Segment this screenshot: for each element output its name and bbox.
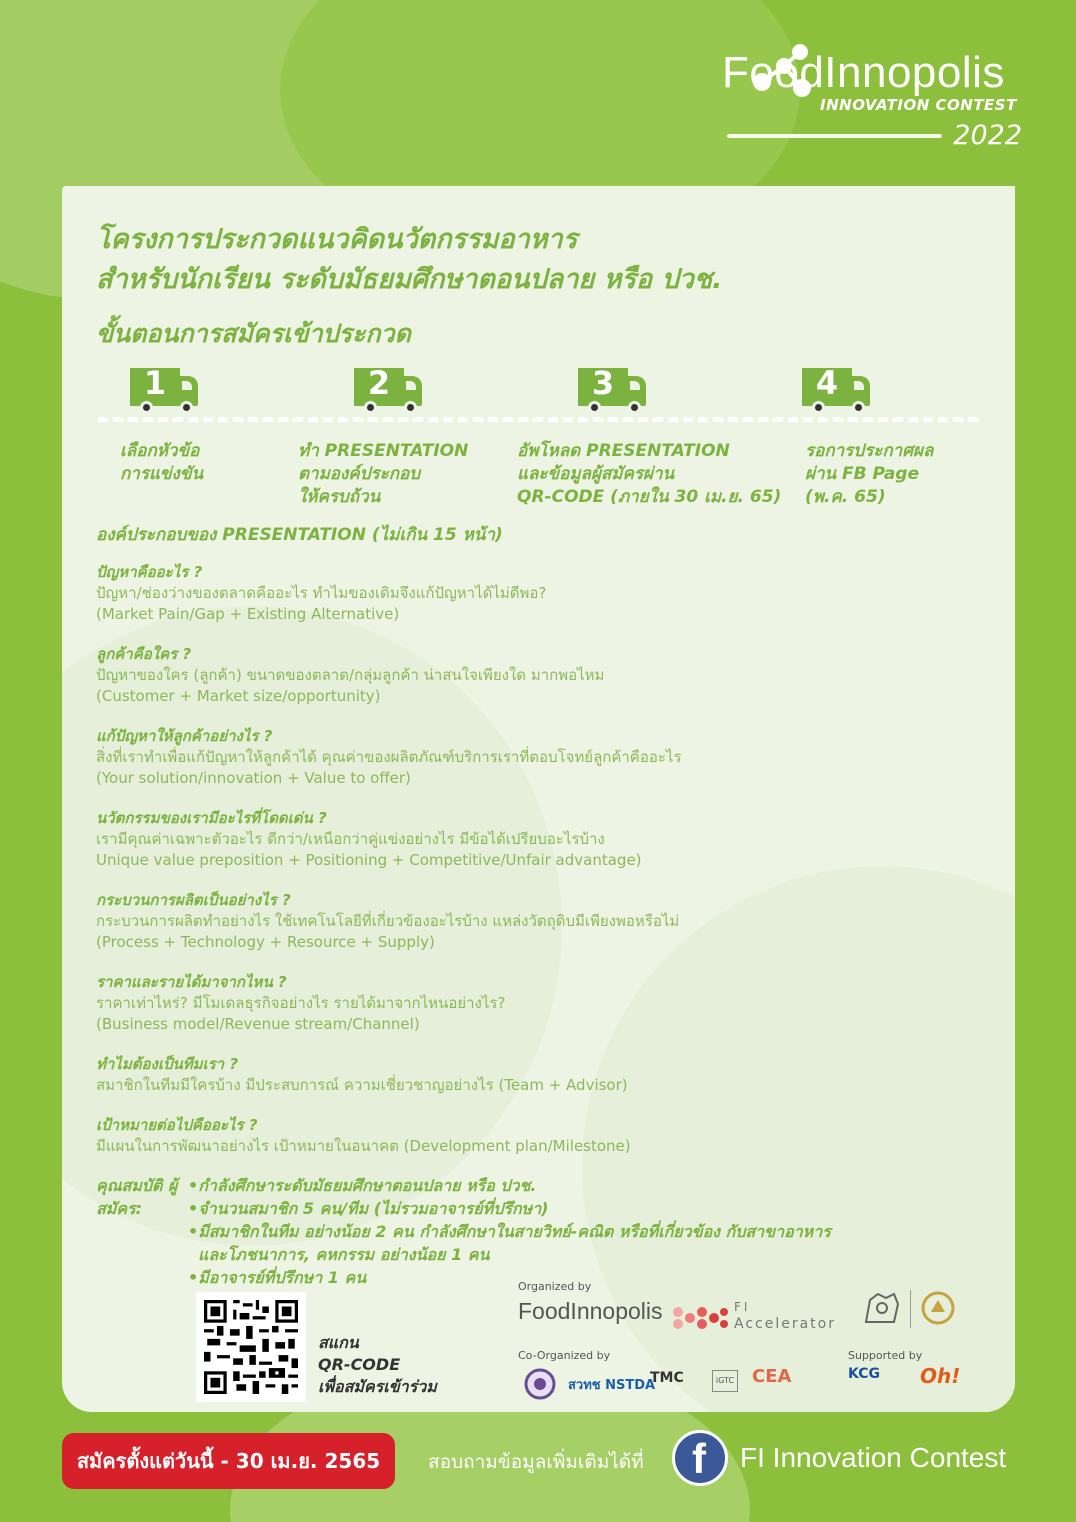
qualifications-label: คุณสมบัติ ผู้สมัคร: — [96, 1176, 178, 1218]
igtc-logo: iGTC — [712, 1370, 738, 1392]
qualification-item: •มีอาจารย์ที่ปรึกษา 1 คน — [188, 1268, 367, 1287]
step-1-label: เลือกหัวข้อ การแข่งขัน — [120, 441, 204, 484]
component-item — [96, 972, 956, 1035]
fi-accelerator-logo — [672, 1300, 842, 1336]
qualification-item: •กำลังศึกษาระดับมัธยมศึกษาตอนปลาย หรือ ปวช. — [188, 1176, 537, 1195]
step-2-truck-icon — [354, 364, 426, 418]
step-1-truck-icon — [130, 364, 202, 418]
step-number: 3 — [591, 364, 615, 402]
ministry-seal-logo — [524, 1368, 556, 1400]
step-number: 4 — [815, 364, 839, 402]
component-answer: ปัญหาของใคร (ลูกค้า) ขนาดของตลาด/กลุ่มลูกค้า น่าสนใจเพียงใด มากพอไหม — [96, 666, 605, 684]
step-3-label: อัพโหลด PRESENTATION และข้อมูลผู้สมัครผ่าน QR-CODE (ภายใน 30 เม.ย. 65) — [517, 441, 782, 507]
oh-logo: Oh! — [920, 1364, 961, 1388]
component-item — [96, 890, 956, 953]
component-item — [96, 1054, 956, 1096]
step-2-label: ทำ PRESENTATION ตามองค์ประกอบ ให้ครบถ้วน — [298, 441, 469, 507]
nstda-logo: สวทช NSTDA — [568, 1378, 656, 1393]
logo-subtitle: INNOVATION CONTEST — [820, 96, 1017, 114]
step-number: 1 — [143, 364, 167, 402]
step-4-truck-icon — [802, 364, 874, 418]
qr-caption: สแกน QR-CODE เพื่อสมัครเข้าร่วม — [318, 1333, 437, 1396]
component-question: ราคาและรายได้มาจากไหน ? — [96, 973, 287, 991]
title-line-2: สำหรับนักเรียน ระดับมัธยมศึกษาตอนปลาย หรือ ปวช. — [96, 264, 723, 295]
logo-brand: FoodInnopolis — [722, 48, 1005, 97]
component-answer: มีแผนในการพัฒนาอย่างไร เป้าหมายในอนาคต (Development plan/Milestone) — [96, 1137, 631, 1155]
component-question: เป้าหมายต่อไปคืออะไร ? — [96, 1116, 258, 1134]
component-answer: เรามีคุณค่าเฉพาะตัวอะไร ดีกว่า/เหนือกว่าคู่แข่งอย่างไร มีข้อได้เปรียบอะไรบ้าง — [96, 830, 605, 848]
component-item — [96, 1115, 956, 1157]
component-answer-en: Unique value preposition + Positioning + Competitive/Unfair advantage) — [96, 851, 642, 869]
qualification-item: •มีสมาชิกในทีม อย่างน้อย 2 คน กำลังศึกษาในสายวิทย์-คณิต หรือที่เกี่ยวข้อง กับสาขาอาหารและโภชนาการ, คหกรรม อย่างน้อย 1 คน — [188, 1222, 831, 1264]
component-item — [96, 726, 956, 789]
component-answer: สิ่งที่เราทำเพื่อแก้ปัญหาให้ลูกค้าได้ คุณค่าของผลิตภัณฑ์บริการเราที่ตอบโจทย์ลูกค้าคืออะไร — [96, 748, 682, 766]
step-number: 2 — [367, 364, 391, 402]
component-question: ปัญหาคืออะไร ? — [96, 563, 203, 581]
more-info-text: สอบถามข้อมูลเพิ่มเติมได้ที่ — [428, 1451, 644, 1473]
title-line-1: โครงการประกวดแนวคิดนวัตกรรมอาหาร — [96, 224, 578, 255]
step-4-label: รอการประกาศผล ผ่าน FB Page (พ.ค. 65) — [805, 441, 934, 507]
facebook-icon[interactable] — [672, 1430, 728, 1486]
component-item — [96, 808, 956, 871]
facebook-page-name[interactable]: FI Innovation Contest — [740, 1442, 1007, 1473]
co-organized-by-label: Co-Organized by — [518, 1349, 611, 1362]
component-item — [96, 644, 956, 707]
component-question: ทำไมต้องเป็นทีมเรา ? — [96, 1055, 239, 1073]
logo-swoosh — [727, 134, 942, 138]
singha-logo — [860, 1290, 904, 1326]
component-item — [96, 562, 956, 625]
register-date-badge: สมัครตั้งแต่วันนี้ - 30 เม.ย. 2565 — [62, 1433, 395, 1489]
accelerator-dots-icon — [672, 1304, 728, 1332]
step-3-truck-icon — [578, 364, 650, 418]
kcg-logo: KCG — [848, 1366, 880, 1382]
main-panel — [62, 186, 1015, 1412]
component-answer: กระบวนการผลิตทำอย่างไร ใช้เทคโนโลยีที่เกี่ยวข้องอะไรบ้าง แหล่งวัตถุดิบมีเพียงพอหรือไม่ — [96, 912, 680, 930]
logo-year: 2022 — [953, 120, 1022, 151]
component-answer: ราคาเท่าไหร่? มีโมเดลธุรกิจอย่างไร รายได้มาจากไหนอย่างไร? — [96, 994, 506, 1012]
component-question: แก้ปัญหาให้ลูกค้าอย่างไร ? — [96, 727, 273, 745]
qualification-item: •จำนวนสมาชิก 5 คน/ทีม (ไม่รวมอาจารย์ที่ปรึกษา) — [188, 1199, 549, 1218]
divider — [910, 1290, 911, 1328]
foodinnopolis-contest-logo — [722, 40, 1032, 155]
foodinnopolis-logo: FoodInnopolis — [518, 1298, 663, 1324]
component-answer-en: (Customer + Market size/opportunity) — [96, 687, 381, 705]
facebook-icon-glyph: f — [692, 1435, 706, 1482]
component-question: กระบวนการผลิตเป็นอย่างไร ? — [96, 891, 291, 909]
component-answer-en: (Business model/Revenue stream/Channel) — [96, 1015, 420, 1033]
components-heading: องค์ประกอบของ PRESENTATION (ไม่เกิน 15 หน้า) — [96, 525, 503, 545]
supported-by-label: Supported by — [848, 1349, 923, 1362]
steps-title: ขั้นตอนการสมัครเข้าประกวด — [96, 319, 411, 348]
qualifications-list — [188, 1174, 838, 1289]
organized-by-label: Organized by — [518, 1280, 592, 1293]
cea-logo: CEA — [752, 1366, 792, 1387]
component-answer-en: (Process + Technology + Resource + Supply) — [96, 933, 435, 951]
qr-code[interactable] — [196, 1292, 306, 1402]
component-answer: ปัญหา/ช่องว่างของตลาดคืออะไร ทำไมของเดิมจึงแก้ปัญหาได้ไม่ดีพอ? — [96, 584, 547, 602]
component-answer: สมาชิกในทีมมีใครบ้าง มีประสบการณ์ ความเชี่ยวชาญอย่างไร (Team + Advisor) — [96, 1076, 628, 1094]
component-question: นวัตกรรมของเรามีอะไรที่โดดเด่น ? — [96, 809, 327, 827]
component-answer-en: (Your solution/innovation + Value to offer) — [96, 769, 411, 787]
component-question: ลูกค้าคือใคร ? — [96, 645, 192, 663]
page-title — [96, 220, 722, 300]
qr-code-image — [204, 1300, 298, 1394]
accelerator-fi: FI — [734, 1300, 751, 1314]
food-factory-logo — [920, 1290, 956, 1326]
tmc-logo: TMC — [650, 1370, 684, 1386]
component-answer-en: (Market Pain/Gap + Existing Alternative) — [96, 605, 400, 623]
accelerator-text: Accelerator — [734, 1316, 836, 1332]
